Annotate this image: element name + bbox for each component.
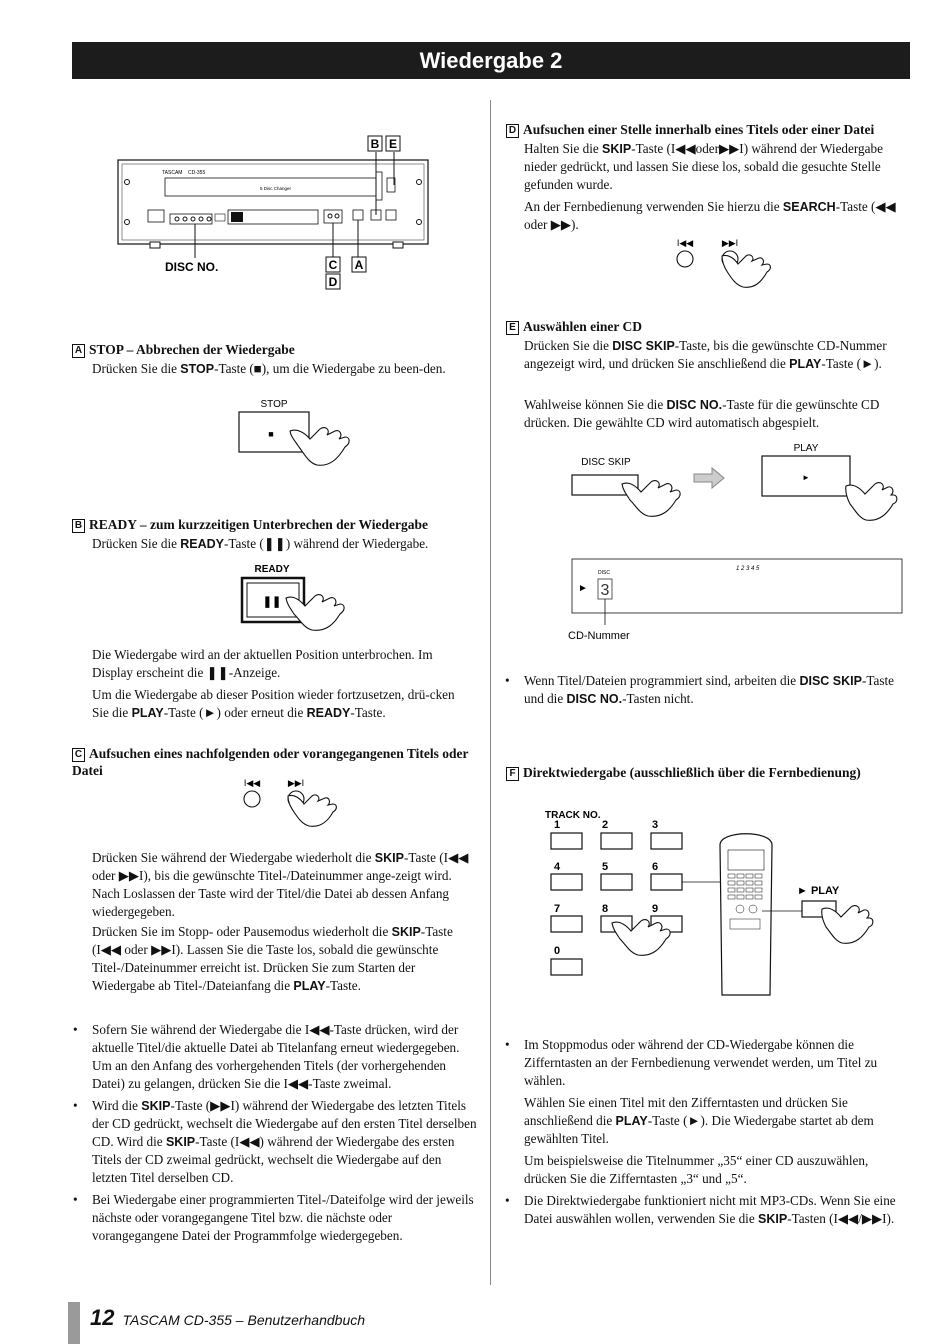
section-e-paragraph-1: Drücken Sie die DISC SKIP-Taste, bis die gewünschte CD-Nummer angezeigt wird, und drücken Sie anschließend die PLAY-Taste (►). <box>524 338 887 371</box>
key-2-label: 2 <box>602 819 609 831</box>
brand-label: TASCAM <box>162 170 183 176</box>
callout-c: C <box>328 258 338 272</box>
disc-digit: 3 <box>600 582 610 599</box>
prev-icon: I◀◀ <box>243 778 261 788</box>
section-b-text: Drücken Sie die READY-Taste (❚❚) während der Wiedergabe. <box>92 536 429 551</box>
key-4-label: 4 <box>554 861 561 873</box>
section-e-paragraph-2: Wahlweise können Sie die DISC NO.-Taste für die gewünschte CD drücken. Die gewählte CD wird automatisch abgespielt. <box>524 397 880 430</box>
next-icon: ▶▶I <box>721 238 739 248</box>
prev-icon: I◀◀ <box>676 238 694 248</box>
callout-e: E <box>388 137 398 151</box>
ready-label: READY <box>254 564 290 575</box>
callout-disc-no: DISC NO. <box>165 260 219 274</box>
remote-keypad-figure <box>540 805 880 1005</box>
section-d-paragraph-2: An der Fernbedienung verwenden Sie hierzu die SEARCH-Taste (◀◀ oder ▶▶). <box>524 199 896 232</box>
device-front-panel-figure <box>110 130 440 295</box>
hand-icon <box>290 428 349 466</box>
page-title: Wiedergabe 2 <box>72 42 910 79</box>
list-item: • Im Stoppmodus oder während der CD-Wiedergabe können die Zifferntasten an der Fernbedienung verwendet werden, um Titel zu wählen. Wählen Sie einen Titel mit den Zifferntasten und drücken Sie anschließend die PLAY-Taste (►). Die Wiedergabe startet ab dem gewählten Titel. Um beispielsweise die Titelnummer „35“ einer CD auszuwählen, drücken Sie die Zifferntasten „3“ und „5“. <box>524 1036 909 1188</box>
disc-label: DISC <box>598 570 610 576</box>
section-e-heading <box>506 318 906 335</box>
section-b-paragraph-2: Die Wiedergabe wird an der aktuellen Position unterbrochen. Im Display erscheint die ❚❚-Anzeige. <box>92 647 433 680</box>
section-b-letter: B <box>72 519 85 533</box>
key-3-label: 3 <box>652 819 659 831</box>
key-8-label: 8 <box>602 903 609 915</box>
stop-symbol: ■ <box>268 429 274 439</box>
section-b-title: READY – zum kurzzeitigen Unterbrechen der Wiedergabe <box>89 517 428 532</box>
list-item: • Die Direktwiedergabe funktioniert nicht mit MP3-CDs. Wenn Sie eine Datei auswählen wollen, verwenden Sie die SKIP-Tasten (I◀◀/▶▶I). <box>524 1192 909 1228</box>
skip-buttons-figure <box>236 776 366 838</box>
section-f-letter: F <box>506 767 519 781</box>
disc-skip-label: DISC SKIP <box>581 457 631 468</box>
section-c-paragraph-1: Drücken Sie während der Wiedergabe wiederholt die SKIP-Taste (I◀◀ oder ▶▶I), bis die gewünschte Titel-/Dateinummer ange-zeigt wird. Nach Loslassen der Taste wird der Titel/die Datei ab dessen Anfang wiedergegeben. <box>92 850 469 919</box>
stop-label: STOP <box>260 399 288 410</box>
section-c-heading <box>72 745 472 779</box>
callout-b: B <box>370 137 380 151</box>
section-c-letter: C <box>72 748 85 762</box>
stop-button-figure <box>235 395 370 475</box>
section-f-heading <box>506 764 916 781</box>
key-9-label: 9 <box>652 903 659 915</box>
callout-d: D <box>328 275 338 289</box>
hand-icon <box>622 481 680 517</box>
section-f-bullets <box>524 1036 909 1232</box>
section-e-bullet <box>524 672 909 712</box>
page-footer <box>90 1305 365 1331</box>
ready-button-figure <box>238 560 368 640</box>
section-a-heading <box>72 341 472 358</box>
section-d-title: Aufsuchen einer Stelle innerhalb eines Titels oder einer Datei <box>523 122 875 137</box>
list-item: • Wenn Titel/Dateien programmiert sind, arbeiten die DISC SKIP-Taste und die DISC NO.-Tasten nicht. <box>524 672 909 708</box>
hand-icon <box>822 906 873 944</box>
section-b-heading <box>72 516 472 533</box>
pause-symbol: ❚❚ <box>262 596 282 608</box>
footer-text: TASCAM CD-355 – Benutzerhandbuch <box>122 1312 366 1328</box>
model-label: CD-355 <box>188 170 206 176</box>
hand-icon <box>846 483 897 521</box>
hand-icon <box>288 795 336 826</box>
play-label: PLAY <box>793 443 819 454</box>
hand-icon <box>722 255 770 287</box>
search-buttons-figure <box>668 235 788 299</box>
play-key-label: ► PLAY <box>797 885 840 897</box>
list-item: • Bei Wiedergabe einer programmierten Titel-/Dateifolge wird der jeweils nächste oder vorangegangene Titel bzw. die nächste oder vorangegangene Datei der Programmfolge wiedergegeben. <box>92 1191 478 1245</box>
arrow-right-icon <box>694 468 724 488</box>
next-icon: ▶▶I <box>287 778 305 788</box>
section-d-heading <box>506 121 916 138</box>
tray-label: 5 Disc Changer <box>260 186 292 191</box>
list-item: • Sofern Sie während der Wiedergabe die I◀◀-Taste drücken, wird der aktuelle Titel/die aktuelle Datei ab Titelanfang erneut wiedergegeben. Um an den Anfang des vorhergehenden Titels (der vorhergehenden Datei) zu gelangen, drücken Sie die I◀◀-Taste zweimal. <box>92 1021 478 1093</box>
section-d-letter: D <box>506 124 519 138</box>
hand-icon <box>612 920 670 956</box>
footer-bar <box>68 1302 80 1344</box>
disc-numbers: 1 2 3 4 5 <box>736 566 760 572</box>
section-b-paragraph-3: Um die Wiedergabe ab dieser Position wieder fortzusetzen, drü-cken Sie die PLAY-Taste (►) oder erneut die READY-Taste. <box>92 687 455 720</box>
section-e-letter: E <box>506 321 519 335</box>
section-c-title: Aufsuchen eines nachfolgenden oder vorangegangenen Titels oder Datei <box>72 746 469 778</box>
key-1-label: 1 <box>554 819 561 831</box>
disc-display-figure <box>566 555 906 645</box>
disc-skip-play-figure <box>566 440 901 530</box>
key-0-label: 0 <box>554 945 561 957</box>
track-no-label: TRACK NO. <box>545 810 601 821</box>
key-7-label: 7 <box>554 903 561 915</box>
left-bullet-list <box>92 1021 478 1249</box>
page-number: 12 <box>90 1305 115 1330</box>
callout-a: A <box>354 258 364 272</box>
section-f-title: Direktwiedergabe (ausschließlich über die Fernbedienung) <box>523 765 861 780</box>
section-c-paragraph-2: Drücken Sie im Stopp- oder Pausemodus wiederholt die SKIP-Taste (I◀◀ oder ▶▶I). Lassen Sie die Taste los, sobald die gewünschte Titel-/Dateinummer erreicht ist. Drücken Sie zum Starten der Wiedergabe ab Titel-/Dateianfang die PLAY-Taste. <box>92 924 453 993</box>
section-d-paragraph-1: Halten Sie die SKIP-Taste (I◀◀oder▶▶I) während der Wiedergabe nieder gedrückt, und lassen Sie diese los, sobald die gesuchte Stelle gefunden wurde. <box>524 141 883 192</box>
section-a-text: Drücken Sie die STOP-Taste (■), um die Wiedergabe zu been-den. <box>92 361 446 376</box>
section-e-title: Auswählen einer CD <box>523 319 643 334</box>
section-a-letter: A <box>72 344 85 358</box>
play-symbol: ► <box>802 473 810 482</box>
hand-icon <box>286 595 344 631</box>
list-item: • Wird die SKIP-Taste (▶▶I) während der Wiedergabe des letzten Titels der CD gedrückt, wechselt die Wiedergabe auf den ersten Titel derselben CD. Wird die SKIP-Taste (I◀◀) während der Wiedergabe des ersten Titels der CD zweimal gedrückt, wechselt die Wiedergabe auf den letzten Titel derselben CD. <box>92 1097 478 1187</box>
cd-number-caption: CD-Nummer <box>568 630 630 642</box>
play-indicator-icon: ► <box>578 583 588 594</box>
section-a-title: STOP – Abbrechen der Wiedergabe <box>89 342 295 357</box>
key-6-label: 6 <box>652 861 659 873</box>
key-5-label: 5 <box>602 861 609 873</box>
column-divider <box>490 100 491 1285</box>
